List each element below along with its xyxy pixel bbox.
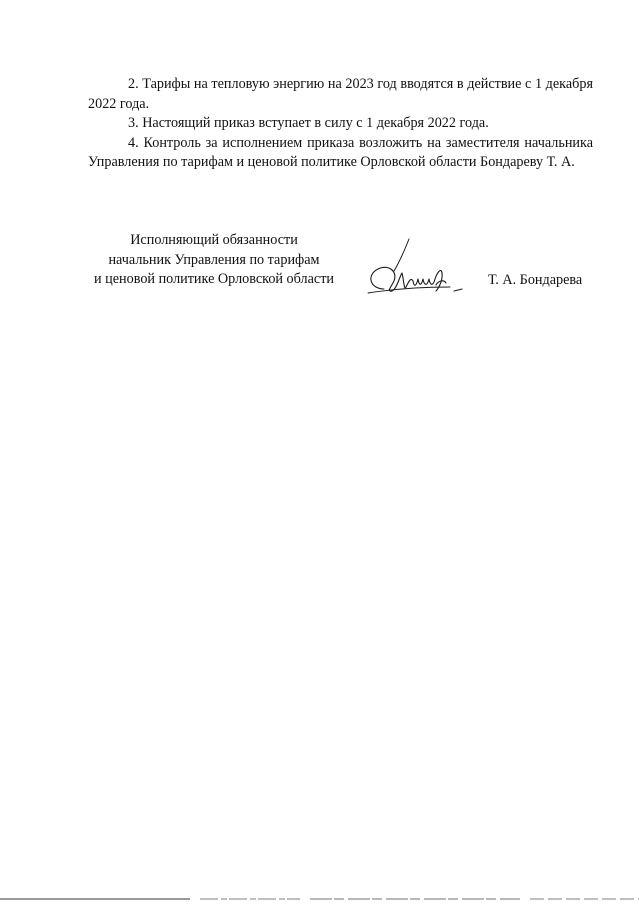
signatory-title-line-3: и ценовой политике Орловской области xyxy=(94,271,334,287)
signatory-title-line-1: Исполняющий обязанности xyxy=(130,232,298,248)
signatory-name: Т. А. Бондарева xyxy=(488,272,583,288)
page-bottom-edge xyxy=(0,897,639,903)
order-text xyxy=(88,75,593,173)
paragraph-3: 3. Настоящий приказ вступает в силу с 1 декабря 2022 года. xyxy=(128,115,489,131)
paragraph-2: 2. Тарифы на тепловую энергию на 2023 год вводятся в действие с 1 декабря 2022 года. xyxy=(88,76,593,112)
signatory-title xyxy=(78,231,350,290)
handwritten-signature xyxy=(364,237,476,299)
signatory-title-line-2: начальник Управления по тарифам xyxy=(108,251,320,268)
signature-block xyxy=(78,231,598,301)
paragraph-4: 4. Контроль за исполнением приказа возложить на заместителя начальника Управления по тарифам и ценовой политике Орловской области Бондареву Т. А. xyxy=(88,134,593,170)
